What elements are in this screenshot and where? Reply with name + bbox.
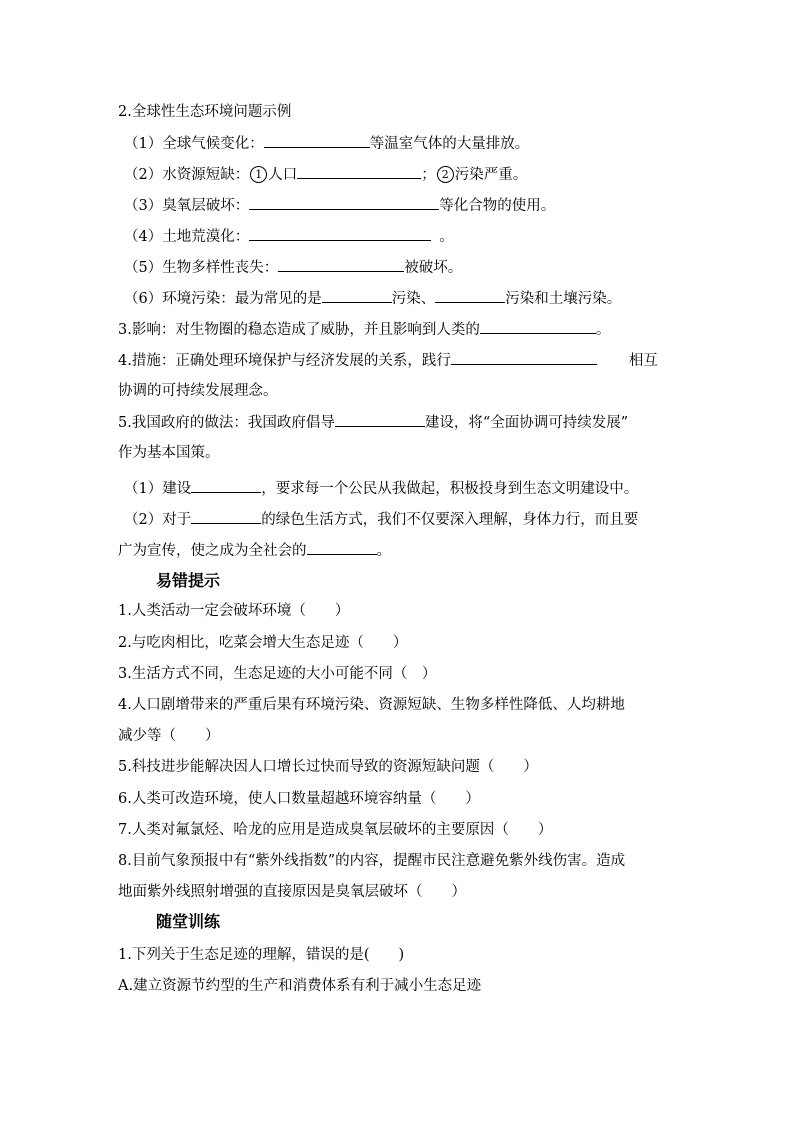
section5-sub2-line2: [118, 540, 391, 561]
section5-suffix: 建设，将“全面协调可持续发展”: [424, 415, 629, 431]
errors-heading: 易错提示: [156, 571, 221, 590]
item3-suffix: 等化合物的使用。: [439, 198, 556, 214]
sub2-line2-prefix: 广为宣传，使之成为全社会的: [118, 543, 307, 559]
error-item-cont: 减少等（ ）: [118, 728, 220, 744]
sub1-suffix: ，要求每一个公民从我做起，积极投身到生态文明建设中。: [261, 481, 639, 497]
section5-sub1: [124, 478, 638, 499]
section4-prefix: 4.措施：正确处理环境保护与经济发展的关系，践行: [118, 353, 451, 369]
error-item: 6.人类可改造环境，使人口数量超越环境容纳量（ ）: [118, 791, 480, 807]
error-item: 4.人口剧增带来的严重后果有环境污染、资源短缺、生物多样性降低、人均耕地: [118, 697, 625, 713]
item-water-shortage: [124, 164, 527, 185]
item5-prefix: （5）生物多样性丧失：: [124, 260, 279, 276]
item-desertification: [124, 226, 454, 247]
section4-measures: [118, 350, 658, 371]
sub2-prefix: （2）对于: [124, 512, 192, 528]
section3-prefix: 3.影响：对生物圈的稳态造成了威胁，并且影响到人类的: [118, 322, 480, 338]
sub2-line2-suffix: 。: [376, 543, 391, 559]
error-item: 8.目前气象预报中有“紫外线指数”的内容，提醒市民注意避免紫外线伤害。造成: [118, 853, 626, 869]
blank-pollution-2[interactable]: [435, 288, 505, 303]
blank-green-lifestyle[interactable]: [191, 509, 261, 524]
error-item: 2.与吃肉相比，吃菜会增大生态足迹（ ）: [118, 635, 408, 651]
error-item: 5.科技进步能解决因人口增长过快而导致的资源短缺问题（ ）: [118, 759, 538, 775]
blank-habitat[interactable]: [278, 257, 404, 272]
blank-population[interactable]: [297, 164, 421, 179]
item6-prefix: （6）环境污染：最为常见的是: [124, 291, 322, 307]
item2-sep: ；: [421, 167, 436, 183]
practice-heading: 随堂训练: [156, 912, 221, 931]
error-item-cont: 地面紫外线照射增强的直接原因是臭氧层破坏（ ）: [118, 884, 466, 900]
blank-greenhouse-gas[interactable]: [264, 133, 370, 148]
section5-sub2: [124, 509, 638, 530]
practice-option-a: A.建立资源节约型的生产和消费体系有利于减小生态足迹: [118, 978, 482, 994]
blank-social-norm[interactable]: [307, 540, 377, 555]
blank-build[interactable]: [191, 478, 261, 493]
item-biodiversity-loss: [124, 257, 462, 278]
item1-prefix: （1）全球气候变化：: [124, 136, 264, 152]
item4-suffix: 。: [439, 229, 454, 245]
item3-prefix: （3）臭氧层破坏：: [124, 198, 250, 214]
item-pollution: [124, 288, 621, 309]
blank-pollution-1[interactable]: [322, 288, 392, 303]
error-item: 3.生活方式不同，生态足迹的大小可能不同（ ）: [118, 666, 437, 682]
item2-text1: 人口: [268, 167, 298, 183]
blank-desertification[interactable]: [249, 226, 431, 241]
error-item: 1.人类活动一定会破坏环境（ ）: [118, 603, 350, 619]
circled-number-2: 2: [437, 166, 454, 183]
item6-suffix: 污染和土壤污染。: [505, 291, 622, 307]
section4-suffix: 相互: [628, 353, 658, 369]
blank-sustainable-development[interactable]: [451, 350, 597, 365]
item-climate-change: [124, 133, 529, 154]
item-ozone-depletion: [124, 195, 555, 216]
item2-prefix: （2）水资源短缺：: [124, 167, 250, 183]
item1-suffix: 等温室气体的大量排放。: [369, 136, 530, 152]
practice-question-1: 1.下列关于生态足迹的理解，错误的是( ): [118, 947, 405, 963]
error-item: 7.人类对氟氯烃、哈龙的应用是造成臭氧层破坏的主要原因（ ）: [118, 822, 553, 838]
circled-number-1: 1: [250, 166, 267, 183]
blank-government-advocacy[interactable]: [335, 412, 425, 427]
section2-title: 2.全球性生态环境问题示例: [118, 104, 292, 120]
section3-suffix: 。: [595, 322, 611, 338]
sub1-prefix: （1）建设: [124, 481, 192, 497]
section5-government: [118, 412, 628, 433]
section5-prefix: 5.我国政府的做法：我国政府倡导: [118, 415, 335, 431]
blank-ozone-compounds[interactable]: [249, 195, 439, 210]
section4-line2: 协调的可持续发展理念。: [118, 383, 278, 399]
item4-prefix: （4）土地荒漠化：: [124, 229, 250, 245]
section5-line2: 作为基本国策。: [118, 445, 220, 461]
item6-mid: 污染、: [391, 291, 436, 307]
sub2-suffix: 的绿色生活方式，我们不仅要深入理解，身体力行，而且要: [261, 512, 639, 528]
section3-impact: [118, 319, 610, 340]
blank-human-impact[interactable]: [480, 319, 596, 334]
item5-suffix: 被破坏。: [404, 260, 463, 276]
item2-text2: 污染严重。: [454, 167, 528, 183]
